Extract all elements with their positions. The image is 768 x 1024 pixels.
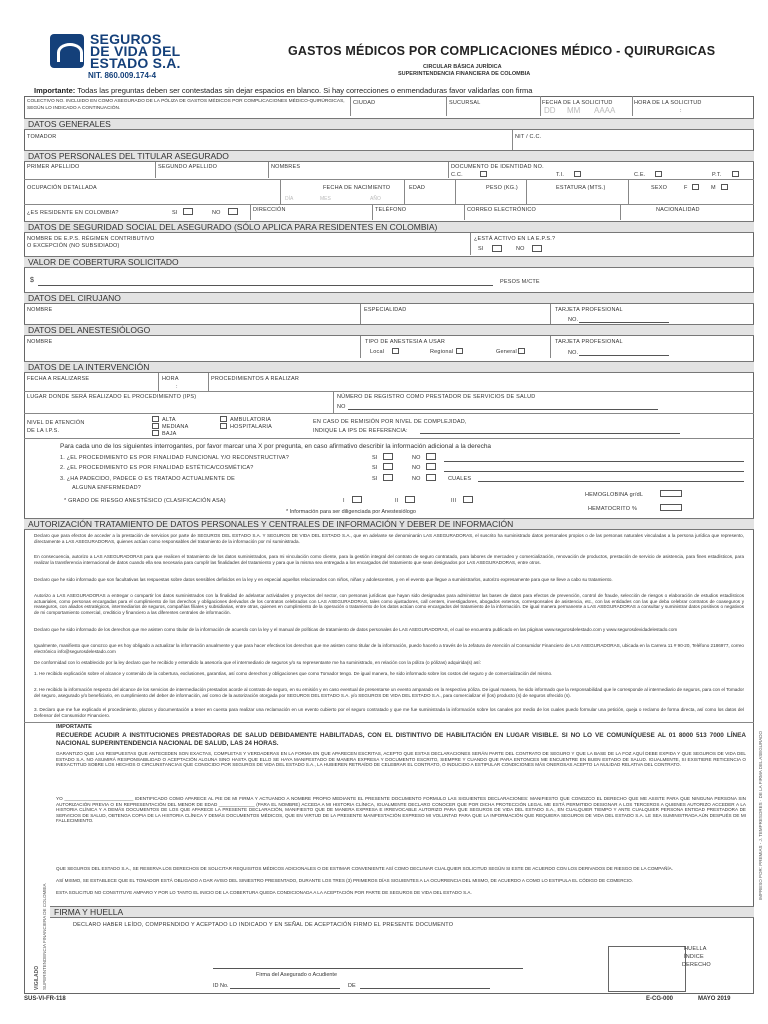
side-superintendencia: SUPERINTENDENCIA FINANCIERA DE COLOMBIA <box>42 883 47 990</box>
eps-no-label: NO <box>516 246 525 252</box>
asa-ii-checkbox[interactable] <box>405 496 415 503</box>
nivel-baja-checkbox[interactable] <box>152 430 159 436</box>
nivel-baja-label: BAJA <box>162 431 177 437</box>
importante-p1: RECUERDE ACUDIR A INSTITUCIONES PRESTADORAS DE SALUD DEBIDAMENTE HABILITADAS, CON EL DISTINTIVO DE HABILITACIÓN EN LUGAR VISIBLE. SI NO LO VE COMUNÍQUESE AL 01 8000 513 7000 LÍNEA NACIONAL SUPERINTENDENCIA NACIONAL DE SALUD, LAS 24 HORAS. <box>56 732 746 747</box>
anestesiologo-note: * Información para ser diligenciada por Anestesiólogo <box>286 509 416 515</box>
cobertura-dollar: $ <box>30 277 34 284</box>
q3-si-label: SI <box>372 476 378 482</box>
section-seguridad-social: DATOS DE SEGURIDAD SOCIAL DEL ASEGURADO (SÓLO APLICA PARA RESIDENTES EN COLOMBIA) <box>24 221 754 233</box>
important-notice: Importante: Todas las preguntas deben ser contestadas sin dejar espacios en blanco. Si hay correcciones o enmendaduras favor validarlas con firma <box>34 86 533 95</box>
section-intervencion: DATOS DE LA INTERVENCIÓN <box>24 361 754 373</box>
side-vigilado: VIGILADO <box>34 965 40 990</box>
correo-label: CORREO ELECTRÓNICO <box>467 207 536 213</box>
pt-checkbox[interactable] <box>732 171 739 177</box>
direccion-label: DIRECCIÓN <box>253 207 286 213</box>
importante-p4: QUE SEGUROS DEL ESTADO S.A., SE RESERVA LOS DERECHOS DE SOLICITAR REQUISITOS MÉDICOS ADICIONALES O DE ESTIMAR CONVENIENTE ASÍ COMO DECLINAR CUALQUIER SOLICITUD SEGÚN SI ESTE DE ACUERDO CON LOS DERIVADOS DE RIESGO DE LA COMPAÑÍA. <box>56 866 673 871</box>
estatura-label: ESTATURA (MTS.) <box>556 185 606 191</box>
hospitalaria-label: HOSPITALARIA <box>230 424 273 430</box>
q1-si-label: SI <box>372 455 378 461</box>
anestesia-regional-checkbox[interactable] <box>456 348 463 354</box>
form-subtitle-superintendencia: SUPERINTENDENCIA FINANCIERA DE COLOMBIA <box>398 71 531 77</box>
section-datos-personales: DATOS PERSONALES DEL TITULAR ASEGURADO <box>24 150 754 162</box>
section-firma: FIRMA Y HUELLA <box>50 906 754 918</box>
de-label: DE <box>348 983 356 989</box>
primer-apellido-label: PRIMER APELLIDO <box>27 164 80 170</box>
fecha-solicitud-label: FECHA DE LA SOLICITUD <box>542 100 613 106</box>
q3-no-checkbox[interactable] <box>426 474 436 481</box>
nivel-atencion-label: NIVEL DE ATENCIÓN <box>27 420 85 426</box>
mes-hint: MES <box>320 196 331 202</box>
ano-hint: AÑO <box>370 196 381 202</box>
importante-title: IMPORTANTE <box>56 724 92 730</box>
q3-si-checkbox[interactable] <box>383 474 393 481</box>
eps-activo-label: ¿ESTÁ ACTIVO EN LA E.P.S.? <box>474 236 556 242</box>
asa-iii-label: III <box>451 498 457 504</box>
asa-i-label: I <box>343 498 345 504</box>
q1-no-label: NO <box>412 455 421 461</box>
hematocrito-label: HEMATOCRITO % <box>588 506 638 512</box>
q3-no-label: NO <box>412 476 421 482</box>
lugar-ips-label: LUGAR DONDE SERÁ REALIZADO EL PROCEDIMIENTO (IPS) <box>27 394 197 400</box>
company-nit: NIT. 860.009.174-4 <box>88 71 157 80</box>
asa-ii-label: II <box>395 498 399 504</box>
q2-no-label: NO <box>412 465 421 471</box>
ambulatoria-label: AMBULATORIA <box>230 417 272 423</box>
firma-declaration: DECLARO HABER LEÍDO, COMPRENDIDO Y ACEPTADO LO INDICADO Y EN SEÑAL DE ACEPTACIÓN FIRMO EL PRESENTE DOCUMENTO <box>73 922 454 928</box>
fecha-dd[interactable]: DD <box>544 106 556 115</box>
eps-label-2: O EXCEPCIÓN (NO SUBSIDIADO) <box>27 243 120 249</box>
residente-no-label: NO <box>212 210 221 216</box>
ti-label: T.I. <box>556 172 565 178</box>
company-logo-icon <box>50 34 84 68</box>
peso-label: PESO (KG.) <box>486 185 518 191</box>
cirujano-nombre-label: NOMBRE <box>27 307 53 313</box>
ce-label: C.E. <box>634 172 646 178</box>
id-no-line[interactable] <box>230 988 340 989</box>
autorizacion-p3: Declaro que he sido informado que son facultativas las respuestas sobre datos sensibles definidos en la ley y en especial aquellos relacionados con niños, niñas y adolescentes, y en el evento que llegue a suministrarlos, autorizo expresamente para que se lleve a cabo su tratamiento. <box>34 577 613 582</box>
registro-no-label: NO <box>337 404 346 410</box>
question-3b: ALGUNA ENFERMEDAD? <box>72 485 142 491</box>
segundo-apellido-label: SEGUNDO APELLIDO <box>158 164 218 170</box>
q2-no-checkbox[interactable] <box>426 463 436 470</box>
brand-name: SEGUROS DE VIDA DEL ESTADO S.A. <box>90 31 181 71</box>
nacionalidad-label: NACIONALIDAD <box>656 207 700 213</box>
autorizacion-p7: De conformidad con lo establecido por la ley declaro que he recibido y entendido la asesoría que el intermediario de seguros y/o su representante me ha suministrado, en relación con la póliza (o pólizas) adquirida(s) así: <box>34 660 481 665</box>
hora-label: HORA <box>162 376 179 382</box>
q2-si-label: SI <box>372 465 378 471</box>
q1-detail-line[interactable] <box>444 461 744 462</box>
tomador-label: TOMADOR <box>27 134 57 140</box>
de-line[interactable] <box>360 988 490 989</box>
remision-label-1: EN CASO DE REMISIÓN POR NIVEL DE COMPLEJIDAD, <box>313 419 467 425</box>
anestesia-general-checkbox[interactable] <box>518 348 525 354</box>
remision-label-2: INDIQUE LA IPS DE REFERENCIA: <box>313 428 408 434</box>
section-datos-generales: DATOS GENERALES <box>24 118 754 130</box>
autorizacion-p2: En consecuencia, autorizo a LAS ASEGURADORAS para que realicen el tratamiento de los datos suministrados, para mi vinculación como cliente, para la gestión integral del contrato de seguro contratado, para labores de mercadeo y comercialización, renovación de productos, prestación de servicio de asistencia, para fines estadísticos, para realizar la transferencia internacional de datos cuando ella sea necesaria para cumplir las finalidades del tratamiento y para que la misma sea entregada a los encargados del tratamiento que sean designados por LAS ASEGURADORAS, entre otros. <box>34 554 744 565</box>
registro-prestador-label: NÚMERO DE REGISTRO COMO PRESTADOR DE SERVICIOS DE SALUD <box>337 394 536 400</box>
anestesia-general-label: General <box>496 349 517 355</box>
fecha-aaaa[interactable]: AAAA <box>594 106 616 115</box>
documento-label: DOCUMENTO DE IDENTIDAD NO. <box>451 164 544 170</box>
ciudad-label: CIUDAD <box>353 100 376 106</box>
ce-checkbox[interactable] <box>655 171 662 177</box>
procedimientos-label: PROCEDIMIENTOS A REALIZAR <box>211 376 300 382</box>
hospitalaria-checkbox[interactable] <box>220 423 227 429</box>
asa-label: * GRADO DE RIESGO ANESTÉSICO (CLASIFICACIÓN ASA) <box>64 498 226 504</box>
importante-p3: YO ___________________________ IDENTIFICADO COMO APARECE AL PIE DE MI FIRMA Y ACTUANDO A NOMBRE PROPIO MEDIANTE EL PRESENTE DOCUMENTO FORMULO LAS SIGUIENTES DECLARACIONES: MANIFIESTO QUE CONOZCO EL DERECHO QUE ME ASISTE PARA QUE NINGUNA PERSONA SIN AUTORIZACIÓN PREVIA O EN REPRESENTACIÓN DEL MENOR DE EDAD ______________ (PARA EL NOMBRE) ACCEDA A MI HISTORIA CLÍNICA, IGUALMENTE DECLARO CONOCER QUE POR DICHA PROTECCIÓN LEGAL ME ESTÁ PERMITIDO DESIGNAR A LOS TERCEROS A QUIENES AUTORIZO ACCEDER A LA HISTORIA CLÍNICA Y A DEMÁS DOCUMENTOS DE LOS QUE APARECE LA PRESENTE DECLARACIÓN, MANIFIESTO QUE DE MANERA EXPRESA E IRREVOCABLE AUTORIZO PARA QUE SEGUROS DE VIDA DEL ESTADO S.A., EN CUALQUIER TIEMPO Y ANTE CUALQUIER PERSONA ENTIDAD PRESTADORA DE SERVICIOS DE SALUD, OBTENGA COPIA DE LA HISTORIA CLÍNICA Y DEMÁS DOCUMENTOS MÉDICOS, QUE EN VIRTUD DE LA PRESENTE MANIFESTACIÓN EXPRESO MI VOLUNTAD PARA QUE LA INFORMACIÓN QUE REQUIERA SEGUROS DE VIDA DEL ESTADO S.A. LE SEA SUMINISTRADA AÚN DESPUÉS DE MI FALLECIMIENTO. <box>56 796 746 824</box>
anestesiologo-tarjeta-label: TARJETA PROFESIONAL <box>555 339 623 345</box>
cirujano-especialidad-label: ESPECIALIDAD <box>364 307 407 313</box>
anestesia-local-label: Local <box>370 349 385 355</box>
sucursal-label: SUCURSAL <box>449 100 481 106</box>
firma-line[interactable] <box>213 968 523 969</box>
eps-si-label: SI <box>478 246 484 252</box>
hora-colon-2: : <box>176 384 178 390</box>
eps-label-1: NOMBRE DE E.P.S. RÉGIMEN CONTRIBUTIVO <box>27 236 155 242</box>
q1-si-checkbox[interactable] <box>383 453 393 460</box>
sexo-m-label: M <box>711 185 716 191</box>
huella-label-3: DERECHO <box>682 962 711 968</box>
autorizacion-p10: 3. Declaro que me fue explicado el procedimiento, plazos y documentación a tener en cuenta para realizar una reclamación en un evento cubierto por el seguro contratado y que me fue suministrada la información sobre los canales por medio de los cuales puedo formular una petición, queja o reclamo de forma directa, así como los datos del Defensor del Consumidor Financiero. <box>34 707 744 718</box>
nivel-ips-label: DE LA I.P.S. <box>27 428 60 434</box>
cirujano-no-label: NO. <box>568 317 579 323</box>
ambulatoria-checkbox[interactable] <box>220 416 227 422</box>
cobertura-line[interactable] <box>38 285 493 286</box>
anestesiologo-no-label: NO. <box>568 350 579 356</box>
hemoglobina-field[interactable] <box>660 490 682 497</box>
ti-checkbox[interactable] <box>574 171 581 177</box>
huella-box[interactable] <box>608 946 686 992</box>
firma-label: Firma del Asegurado o Acudiente <box>256 972 338 978</box>
cirujano-tarjeta-label: TARJETA PROFESIONAL <box>555 307 623 313</box>
sexo-f-checkbox[interactable] <box>692 184 699 190</box>
dia-hint: DÍA <box>285 196 294 202</box>
nivel-mediana-checkbox[interactable] <box>152 423 159 429</box>
residente-si-checkbox[interactable] <box>183 208 193 215</box>
fecha-mm[interactable]: MM <box>567 106 581 115</box>
hora-solicitud-label: HORA DE LA SOLICITUD <box>634 100 702 106</box>
q1-no-checkbox[interactable] <box>426 453 436 460</box>
form-title: GASTOS MÉDICOS POR COMPLICACIONES MÉDICO - QUIRURGICAS <box>288 44 716 58</box>
hora-colon: : <box>680 108 682 114</box>
cc-checkbox[interactable] <box>480 171 487 177</box>
questions-instructions: Para cada uno de los siguientes interrogantes, por favor marcar una X por pregunta, en caso afirmativo describir la información adicional a la derecha <box>60 443 492 450</box>
sexo-f-label: F <box>684 185 688 191</box>
remision-line[interactable] <box>420 433 680 434</box>
autorizacion-p8: 1. He recibido explicación sobre el alcance y contenido de la cobertura, exclusiones, garantías, así como derechos y obligaciones que como Tomador tengo. De igual manera, he sido informado sobre los costos del seguro y de comercialización del mismo. <box>34 671 553 676</box>
section-autorizacion: AUTORIZACIÓN TRATAMIENTO DE DATOS PERSONALES Y CENTRALES DE INFORMACIÓN Y DEBER DE INFORMACIÓN <box>24 518 754 530</box>
footer-form-code: SUS-VI-FR-118 <box>24 996 66 1002</box>
residente-no-checkbox[interactable] <box>228 208 238 215</box>
section-cirujano: DATOS DEL CIRUJANO <box>24 292 754 304</box>
registro-line[interactable] <box>348 409 658 410</box>
hemoglobina-label: HEMOGLOBINA gr/dL <box>585 492 644 498</box>
side-printer-text: IMPRESO POR: PREMIAS - J. TEMPRESORES · DE LA FIRMA DEL ASEGURADO <box>758 730 763 900</box>
autorizacion-p6: Igualmente, manifiesto que conozco que es hoy obligado a actualizar la información anualmente y que para hacer efectivos los derechos que me asisten como titular de la información, puedo hacerlo a través de la Jefatura de Atención al Consumidor Financiero de LAS ASEGURADORAS, ubicada en la Carrera 11 # 90-20, Teléfono 2186977, correo electrónico info@segurosdelestado.com <box>34 643 744 654</box>
section-cobertura: VALOR DE COBERTURA SOLICITADO <box>24 256 754 268</box>
question-1: 1. ¿EL PROCEDIMIENTO ES POR FINALIDAD FUNCIONAL Y/O RECONSTRUCTIVA? <box>60 455 290 461</box>
sexo-m-checkbox[interactable] <box>721 184 728 190</box>
importante-p2: GARANTIZO QUE LAS RESPUESTAS QUE ANTECEDEN SON EXACTAS, COMPLETAS Y VERDADERAS EN LA FORMA EN QUE APARECEN ESCRITAS, ACEPTO QUE ESTAS DECLARACIONES SERÁN PARTE DEL CONTRATO DE SEGURO Y QUE LA BASE DE LA FOZ AQUÍ DEBE EXPIDA Y QUE SEGUROS DE VIDA DEL ESTADO S.A. NO ASUMIRÁ RESPONSABILIDAD O ACEPTACIÓN ALGUNA SINO HASTA QUE ELLO SE HAYA MANIFESTADO DE MANERA EXPRESA Y DOCUMENTO ESCRITO, SIEMPRE Y CUANDO QUE PARA ENTONCES ME ENCUENTRE EN BUEN ESTADO DE SALUD. IGUALMENTE, SI EXISTIERE RETICENCIA O INEXACTITUD SOBRE LOS HECHOS O CIRCUNSTANCIAS QUE CONOCIDO POR SEGUROS DE VIDA DEL ESTADO S.A., LA HUBIEREN RETRAÍDO DE CELEBRAR EL CONTRATO, O INDUCIDO A ESTIPULAR CONDICIONES MÁS ONEROSAS ACEPTO LA NULIDAD RELATIVA DEL CONTRATO. <box>56 751 746 768</box>
cuales-line[interactable] <box>478 481 744 482</box>
residente-label: ¿ES RESIDENTE EN COLOMBIA? <box>27 210 119 216</box>
anestesia-regional-label: Regional <box>430 349 454 355</box>
cc-label: C.C. <box>451 172 463 178</box>
cirujano-tarjeta-line[interactable] <box>579 322 669 323</box>
anestesia-local-checkbox[interactable] <box>392 348 399 354</box>
pt-label: P.T. <box>712 172 722 178</box>
tipo-anestesia-label: TIPO DE ANESTESIA A USAR <box>365 339 445 345</box>
footer-date: MAYO 2019 <box>698 996 731 1002</box>
eps-si-checkbox[interactable] <box>492 245 502 252</box>
hematocrito-field[interactable] <box>660 504 682 511</box>
edad-label: EDAD <box>409 185 426 191</box>
footer-code: E-CG-000 <box>646 996 674 1002</box>
q2-detail-line[interactable] <box>444 471 744 472</box>
autorizacion-p5: Declaro que he sido informado de los derechos que me asisten como titular de la información de acuerdo con la ley y el manual de políticas de tratamiento de datos personales de LAS ASEGURADORAS, el cual se encuentra publicado en las páginas www.segurosdelestado.com y www.segurosdevidadelestado.com <box>34 627 678 632</box>
importante-p6: ESTA SOLICITUD NO CONSTITUYE AMPARO Y POR LO TANTO EL INICIO DE LA COBERTURA QUEDA CONDICIONADA A LA ACEPTACIÓN POR PARTE DE SEGUROS DE VIDA DEL ESTADO S.A. <box>56 890 472 895</box>
importante-p5: ASÍ MISMO, SE ESTABLECE QUE EL TOMADOR ESTÁ OBLIGADO A DAR AVISO DEL SINIESTRO PRESENTADO, DURANTE LOS TRES (3) PRIMEROS DÍAS SIGUIENTES A LA OCURRENCIA DEL MISMO, DE ACUERDO A COMO LO ESTIPULA EL CÓDIGO DE COMERCIO. <box>56 878 633 883</box>
id-no-label: ID No. <box>213 983 229 989</box>
section-anestesiologo: DATOS DEL ANESTESIÓLOGO <box>24 324 754 336</box>
nivel-alta-label: ALTA <box>162 417 176 423</box>
nivel-alta-checkbox[interactable] <box>152 416 159 422</box>
policy-inclusion-text: COLECTIVO NO. INCLUIDO EN COMO ASEGURADO DE LA PÓLIZA DE GASTOS MÉDICOS POR COMPLICACIONES MÉDICO-QUIRÚRGICAS, SEGÚN LO INDICADO A CONTINUACIÓN. <box>27 99 345 111</box>
form-subtitle-circular: CIRCULAR BÁSICA JURÍDICA <box>423 64 502 70</box>
eps-no-checkbox[interactable] <box>532 245 542 252</box>
autorizacion-p4: Autorizo a LAS ASEGURADORAS a entregar o compartir los datos suministrados con la finalidad de adelantar actividades y proyectos del sector, con personas jurídicas que hayan sido designadas para administrar las bases de datos para efectos de prevención, control de fraude, selección de riesgos o elaboración de estudios estadísticos actuariales, como personas encargadas para el cumplimiento de los derechos y obligaciones derivados de los contratos celebrados con LAS ASEGURADORAS, tales como ajustadores, call centers, investigadores, abogados externos, corresponsales de asistencia, etc., con las entidades con las que deba celebrar contratos de coaseguros y reaseguros, con aliados estratégicos, intermediarios de seguros, compañías filiales y subsidiarias, entre otras, quienes en cumplimiento de la operación o tratamiento de los datos actúan como encargados del tratamiento de la información. De igual manera permanente a LAS ASEGURADORAS a consultar y suministrar datos positivos o negativos de mi comportamiento comercial, crediticio y financiero a las diferentes centrales de información. <box>34 593 744 615</box>
asa-i-checkbox[interactable] <box>352 496 362 503</box>
nombres-label: NOMBRES <box>271 164 301 170</box>
ocupacion-label: OCUPACIÓN DETALLADA <box>27 185 97 191</box>
cuales-label: CUALES <box>448 476 472 482</box>
asa-iii-checkbox[interactable] <box>463 496 473 503</box>
autorizacion-p9: 2. He recibido la información respecto del alcance de los servicios de intermediación prestados acorde al contrato de seguro, en su emisión y en caso eventual de presentarse un evento amparado en la respectiva póliza. De igual manera, he sido informado que la responsabilidad que le corresponde al intermediario de seguros, para con el Tomador del seguro, asegurado y/o beneficiario, en cumplimiento del deber de información, así como de la autorización otorgada por SEGUROS DEL ESTADO S.A. y/o SEGUROS DE VIDA DEL ESTADO S.A., para comercializar el (los) producto (s) de seguros ofrecido (s). <box>34 687 744 698</box>
autorizacion-p1: Declaro que para efectos de acceder a la prestación de servicios por parte de SEGUROS DEL ESTADO S.A. Y SEGUROS DE VIDA DEL ESTADO S.A., que en adelante se denominarán LAS ASEGURADORAS, el suscrito ha suministrado datos personales propios o de las personas naturales vinculadas a la persona jurídica que represento, directamente a LAS ASEGURADORAS, quienes actúan como responsables del tratamiento de la información por mí suministrada. <box>34 533 744 544</box>
q2-si-checkbox[interactable] <box>383 463 393 470</box>
nit-cc-label: NIT / C.C. <box>515 134 542 140</box>
pesos-label: PESOS M/CTE <box>500 279 540 285</box>
residente-si-label: SI <box>172 210 178 216</box>
sexo-label: SEXO <box>651 185 668 191</box>
question-3a: 3. ¿HA PADECIDO, PADECE O ES TRATADO ACTUALMENTE DE <box>60 476 236 482</box>
question-2: 2. ¿EL PROCEDIMIENTO ES POR FINALIDAD ESTÉTICA/COSMÉTICA? <box>60 465 254 471</box>
anestesiologo-nombre-label: NOMBRE <box>27 339 53 345</box>
anestesiologo-tarjeta-line[interactable] <box>579 355 669 356</box>
fecha-nacimiento-label: FECHA DE NACIMIENTO <box>323 185 391 191</box>
telefono-label: TELÉFONO <box>375 207 407 213</box>
huella-label-2: ÍNDICE <box>684 954 704 960</box>
nivel-mediana-label: MEDIANA <box>162 424 189 430</box>
fecha-realizarse-label: FECHA A REALIZARSE <box>27 376 90 382</box>
huella-label-1: HUELLA <box>684 946 707 952</box>
